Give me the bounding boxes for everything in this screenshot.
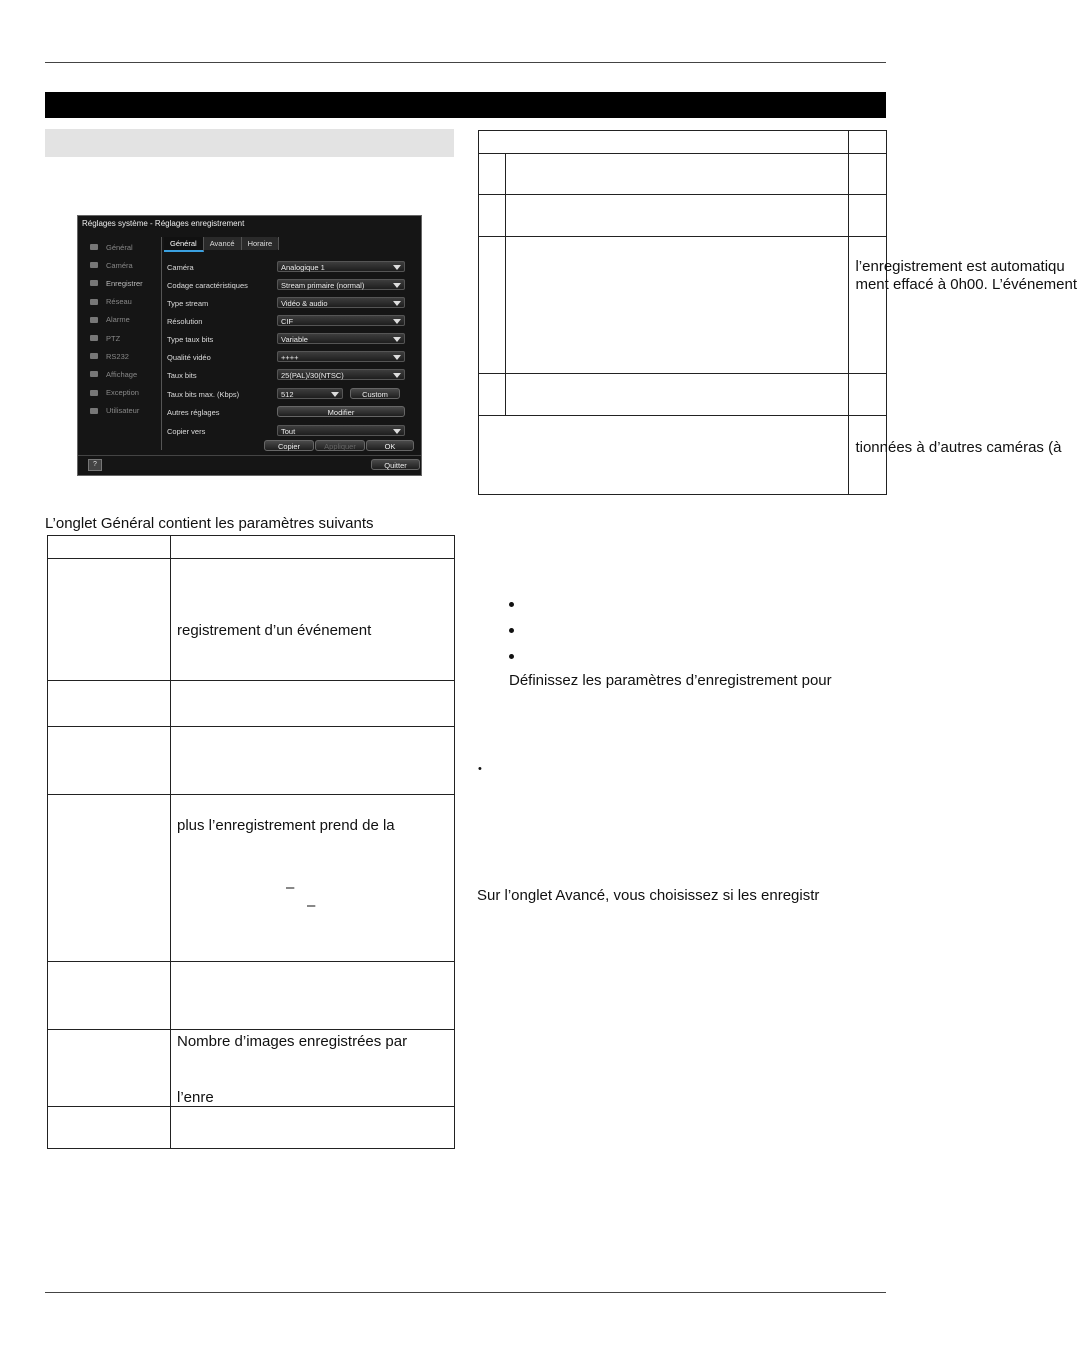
bottom-rule bbox=[45, 1292, 886, 1293]
tab-advanced[interactable]: Avancé bbox=[204, 237, 242, 250]
table-cell bbox=[479, 237, 506, 374]
table-cell bbox=[849, 195, 887, 237]
bitrate-type-select[interactable]: Variable bbox=[277, 333, 405, 344]
dvr-window-title: Réglages système - Réglages enregistrement bbox=[82, 219, 245, 228]
dvr-sidebar-item[interactable]: Exception bbox=[84, 384, 159, 402]
table-cell bbox=[48, 1107, 171, 1149]
bell-icon bbox=[90, 317, 98, 323]
table-cell: Nombre d’images enregistrées par l’enre bbox=[171, 1030, 455, 1107]
dvr-field-row: Résolution CIF bbox=[167, 315, 407, 328]
table-cell bbox=[506, 374, 849, 416]
dvr-sidebar-item[interactable]: Alarme bbox=[84, 311, 159, 329]
table-cell bbox=[479, 195, 506, 237]
dvr-field-row: Taux bits 25(PAL)/30(NTSC) bbox=[167, 369, 407, 382]
table-cell bbox=[171, 1107, 455, 1149]
bullet bbox=[509, 654, 514, 659]
table-cell: plus l’enregistrement prend de la – – bbox=[171, 795, 455, 962]
help-icon[interactable]: ? bbox=[88, 459, 102, 471]
bullet bbox=[509, 602, 514, 607]
table-cell bbox=[479, 131, 849, 154]
camera-select[interactable]: Analogique 1 bbox=[277, 261, 405, 272]
dvr-sidebar-item[interactable]: Caméra bbox=[84, 256, 159, 274]
settings-table-right bbox=[478, 130, 1077, 495]
table-cell bbox=[48, 962, 171, 1030]
serial-port-icon bbox=[90, 353, 98, 359]
gear-icon bbox=[90, 244, 98, 250]
dvr-sidebar-item[interactable]: Utilisateur bbox=[84, 402, 159, 420]
tab-schedule[interactable]: Horaire bbox=[242, 237, 280, 250]
copy-to-select[interactable]: Tout bbox=[277, 425, 405, 436]
table-cell bbox=[506, 195, 849, 237]
table-cell bbox=[506, 154, 849, 195]
table-cell: tionnées à d’autres caméras (à bbox=[849, 416, 887, 495]
dvr-field-row: Caméra Analogique 1 bbox=[167, 261, 407, 274]
table-cell bbox=[849, 131, 887, 154]
table-cell bbox=[171, 536, 455, 559]
table-cell bbox=[48, 536, 171, 559]
dvr-sidebar-item[interactable]: Enregistrer bbox=[84, 274, 159, 292]
top-rule bbox=[45, 62, 886, 63]
custom-button[interactable]: Custom bbox=[350, 388, 400, 399]
table-cell bbox=[171, 962, 455, 1030]
table-cell bbox=[48, 1030, 171, 1107]
dvr-field-row: Autres réglages Modifier bbox=[167, 406, 407, 419]
table-cell bbox=[479, 374, 506, 416]
bullet-text: Définissez les paramètres d’enregistrement pour bbox=[509, 672, 832, 689]
table-cell bbox=[479, 154, 506, 195]
record-icon bbox=[90, 280, 98, 286]
section-header-bar bbox=[45, 92, 886, 118]
resolution-select[interactable]: CIF bbox=[277, 315, 405, 326]
apply-button[interactable]: Appliquer bbox=[315, 440, 365, 451]
table-cell: registrement d’un événement bbox=[171, 559, 455, 681]
bullet bbox=[509, 628, 514, 633]
table-cell bbox=[849, 374, 887, 416]
table-cell bbox=[48, 681, 171, 727]
dvr-bottom-divider bbox=[78, 455, 421, 456]
camera-icon bbox=[90, 262, 98, 268]
table-cell bbox=[506, 237, 849, 374]
tab-general[interactable]: Général bbox=[164, 237, 204, 252]
small-bullet: • bbox=[478, 763, 482, 775]
modify-button[interactable]: Modifier bbox=[277, 406, 405, 417]
table-cell: l’enregistrement est automatiqu ment effacé à 0h00. L’événement bbox=[849, 237, 887, 374]
table-cell bbox=[48, 727, 171, 795]
table-cell bbox=[171, 727, 455, 795]
table-cell bbox=[48, 795, 171, 962]
dvr-field-row: Taux bits max. (Kbps) 512 Custom bbox=[167, 388, 407, 401]
dvr-field-row: Type taux bits Variable bbox=[167, 333, 407, 346]
ptz-icon bbox=[90, 335, 98, 341]
table-cell bbox=[849, 154, 887, 195]
video-quality-select[interactable]: ++++ bbox=[277, 351, 405, 362]
table-cell bbox=[171, 681, 455, 727]
subsection-header-bar bbox=[45, 129, 454, 157]
dvr-sidebar bbox=[84, 238, 159, 420]
warning-icon bbox=[90, 390, 98, 396]
dvr-field-row: Codage caractéristiques Stream primaire (normal) bbox=[167, 279, 407, 292]
user-icon bbox=[90, 408, 98, 414]
general-tab-intro: L’onglet Général contient les paramètres suivants bbox=[45, 515, 374, 532]
ok-button[interactable]: OK bbox=[366, 440, 414, 451]
dvr-field-row: Copier vers Tout bbox=[167, 425, 407, 438]
dvr-sidebar-item[interactable]: RS232 bbox=[84, 347, 159, 365]
dvr-sidebar-item[interactable]: Général bbox=[84, 238, 159, 256]
dvr-field-row: Qualité vidéo ++++ bbox=[167, 351, 407, 364]
advanced-tab-text: Sur l’onglet Avancé, vous choisissez si les enregistr bbox=[477, 887, 820, 904]
stream-type-select[interactable]: Vidéo & audio bbox=[277, 297, 405, 308]
monitor-icon bbox=[90, 371, 98, 377]
dvr-tabs bbox=[164, 237, 279, 250]
max-bitrate-select[interactable]: 512 bbox=[277, 388, 343, 399]
dvr-field-row: Type stream Vidéo & audio bbox=[167, 297, 407, 310]
dvr-sidebar-item[interactable]: Affichage bbox=[84, 365, 159, 383]
dvr-sidebar-item[interactable]: PTZ bbox=[84, 329, 159, 347]
dvr-sidebar-item[interactable]: Réseau bbox=[84, 293, 159, 311]
dvr-settings-screenshot bbox=[77, 215, 422, 476]
network-icon bbox=[90, 299, 98, 305]
table-cell bbox=[479, 416, 849, 495]
dvr-divider bbox=[161, 237, 162, 450]
encoding-select[interactable]: Stream primaire (normal) bbox=[277, 279, 405, 290]
quit-button[interactable]: Quitter bbox=[371, 459, 420, 470]
copy-button[interactable]: Copier bbox=[264, 440, 314, 451]
general-parameters-table bbox=[47, 535, 455, 1149]
table-cell bbox=[48, 559, 171, 681]
frame-rate-select[interactable]: 25(PAL)/30(NTSC) bbox=[277, 369, 405, 380]
